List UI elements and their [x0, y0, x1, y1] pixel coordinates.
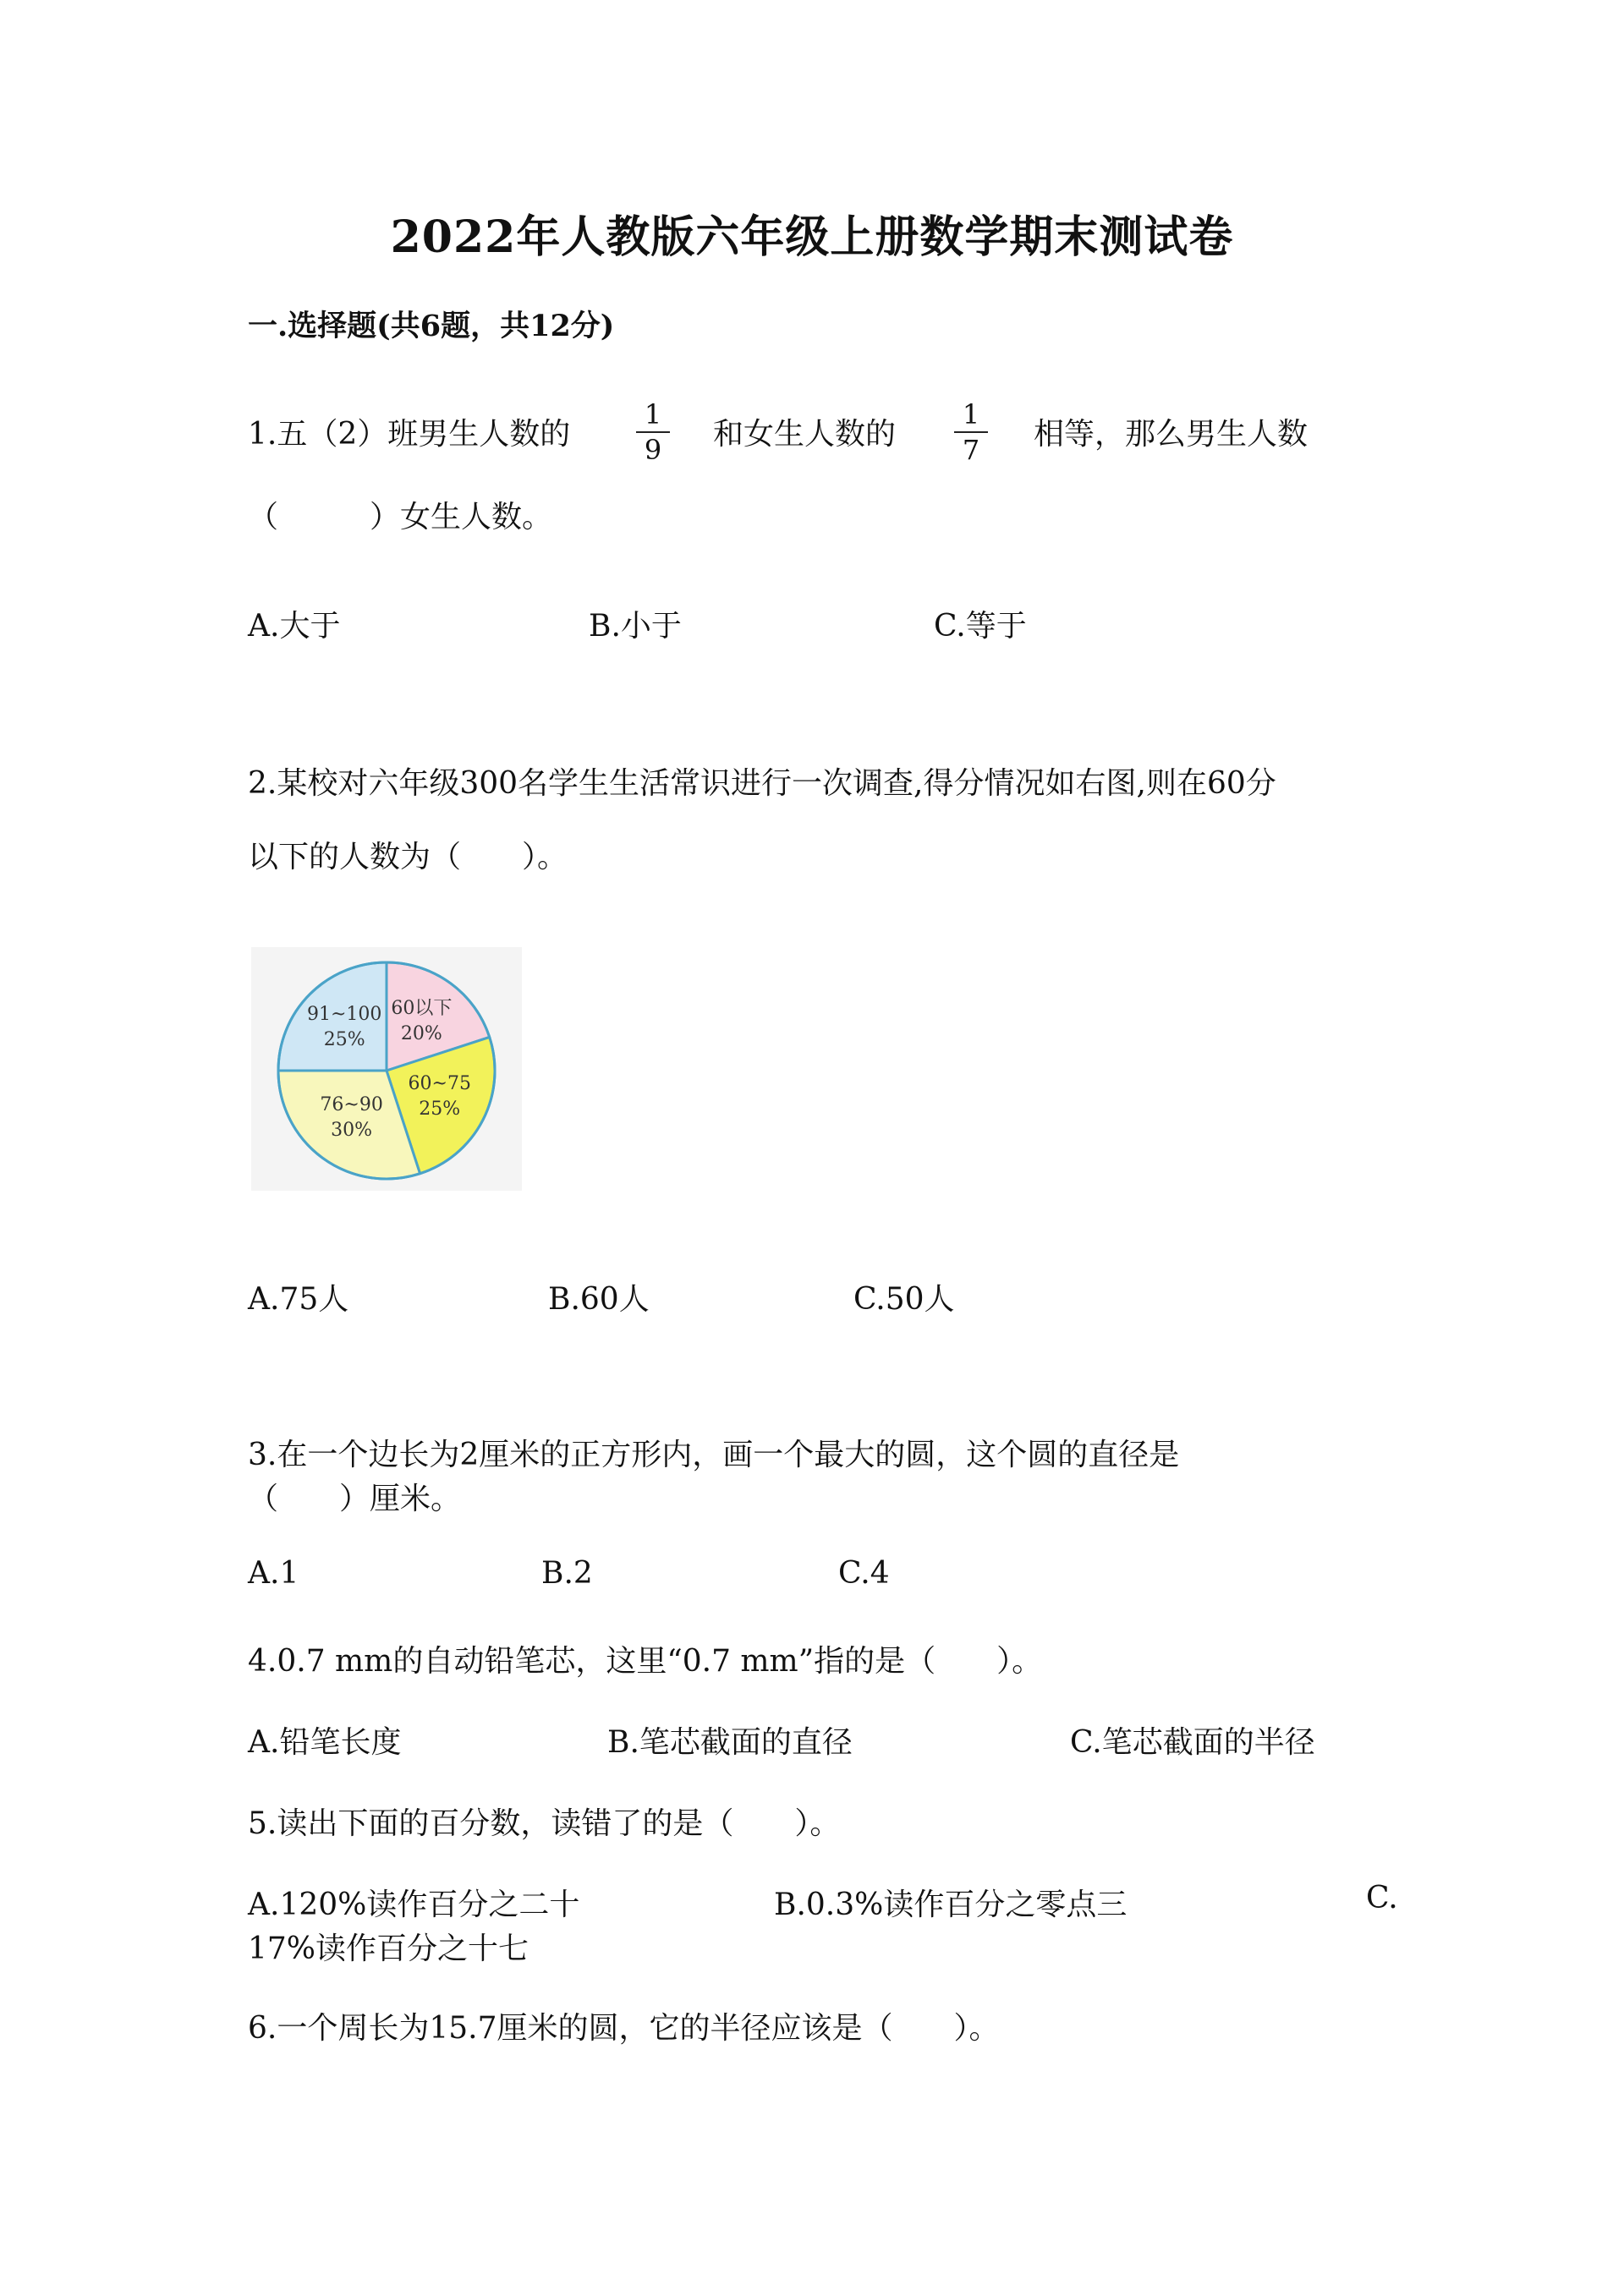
pie-chart-svg: [251, 947, 522, 1191]
pie-slice-label-2: 76~90: [320, 1093, 383, 1115]
q1-option-a: A.大于: [248, 609, 341, 644]
pie-slice-value-0: 20%: [400, 1023, 442, 1045]
q3-line1: 3.在一个边长为2厘米的正方形内，画一个最大的圆，这个圆的直径是: [248, 1438, 1180, 1472]
q5-option-c-wrap: 17%读作百分之十七: [248, 1932, 529, 1966]
pie-slice-label-3: 91~100: [307, 1004, 382, 1026]
q1-text-part3: 相等，那么男生人数: [1034, 417, 1309, 452]
q5-option-c: C.: [1366, 1881, 1398, 1915]
q4-line1: 4.0.7 mm的自动铅笔芯，这里“0.7 mm”指的是（ ）。: [248, 1644, 1043, 1679]
q1-fraction-1: [636, 398, 670, 466]
page-title: 2022年人教版六年级上册数学期末测试卷: [390, 211, 1234, 263]
fraction-bar: [636, 431, 670, 433]
q1-fraction-2-denominator: 7: [962, 434, 980, 466]
pie-slice-value-2: 30%: [331, 1119, 373, 1141]
q1-fraction-1-numerator: 1: [644, 398, 662, 430]
q4-option-c: C.笔芯截面的半径: [1070, 1725, 1315, 1760]
pie-slice-value-3: 25%: [323, 1029, 365, 1051]
q1-text-part2: 和女生人数的: [713, 417, 897, 452]
q1-option-c: C.等于: [934, 609, 1027, 644]
fraction-bar: [954, 431, 988, 433]
q2-option-b: B.60人: [548, 1282, 650, 1317]
q1-fraction-2: [954, 398, 988, 466]
q5-option-a: A.120%读作百分之二十: [248, 1888, 580, 1922]
q2-option-c: C.50人: [853, 1282, 955, 1317]
q1-fraction-2-numerator: 1: [962, 398, 980, 430]
pie-slice-label-0: 60以下: [391, 998, 453, 1020]
q4-option-b: B.笔芯截面的直径: [607, 1725, 853, 1760]
q4-option-a: A.铅笔长度: [248, 1725, 402, 1760]
score-pie-chart: [251, 947, 522, 1191]
q5-line1: 5.读出下面的百分数，读错了的是（ ）。: [248, 1806, 841, 1841]
pie-slice-label-1: 60~75: [408, 1072, 471, 1094]
q1-option-b: B.小于: [589, 609, 682, 644]
q3-option-a: A.1: [248, 1556, 299, 1591]
q3-line2: （ ）厘米。: [248, 1482, 462, 1516]
q3-option-b: B.2: [541, 1556, 593, 1591]
pie-slice-value-1: 25%: [419, 1098, 461, 1120]
q3-option-c: C.4: [838, 1556, 890, 1591]
q5-option-b: B.0.3%读作百分之零点三: [774, 1888, 1127, 1922]
q1-line2: （ ）女生人数。: [248, 500, 553, 534]
q2-line2: 以下的人数为（ ）。: [248, 840, 568, 874]
q2-option-a: A.75人: [248, 1282, 349, 1317]
q1-fraction-1-denominator: 9: [644, 434, 662, 466]
q6-line1: 6.一个周长为15.7厘米的圆，它的半径应该是（ ）。: [248, 2011, 1000, 2046]
q1-text-part1: 1.五（2）班男生人数的: [248, 417, 571, 452]
section-heading: 一.选择题(共6题，共12分): [248, 309, 615, 343]
q2-line1: 2.某校对六年级300名学生生活常识进行一次调查,得分情况如右图,则在60分: [248, 766, 1276, 801]
